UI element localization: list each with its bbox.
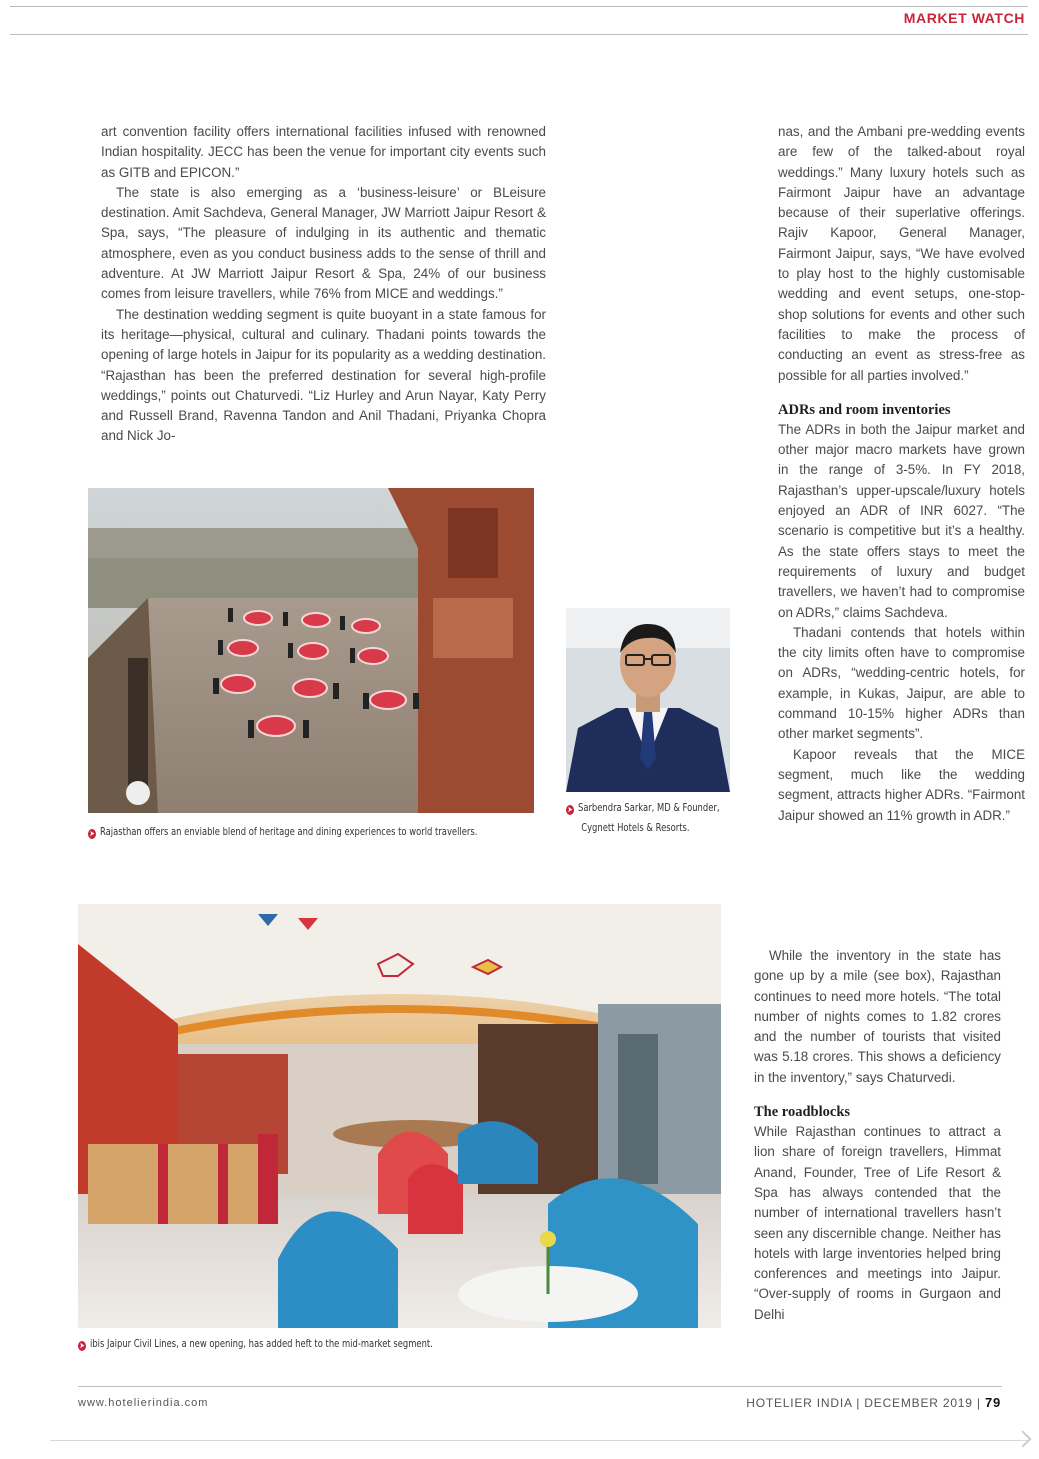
caption-line: Sarbendra Sarkar, MD & Founder, xyxy=(578,802,720,814)
right-text-column xyxy=(778,122,1025,826)
page-bottom-rule xyxy=(50,1440,1030,1441)
page-number: 79 xyxy=(984,1395,1001,1410)
subheading: The roadblocks xyxy=(754,1104,851,1121)
paragraph: The ADRs in both the Jaipur market and other major macro markets have grown in the range of 3-5%. In FY 2018, Rajasthan’s upper-upscale/luxury hotels enjoyed an ADR of INR 6027. “The scenario is competitive but it’s a healthy. As the state offers stays to meet the requirements of luxury and budget travellers, we haven’t had to compromise on ADRs,” claims Sachdeva. xyxy=(778,421,1025,620)
hotel-lobby-photo xyxy=(78,904,721,1328)
caption-line: Cygnett Hotels & Resorts. xyxy=(581,822,690,834)
left-text-column xyxy=(101,122,546,447)
lobby-photo-caption xyxy=(78,1334,526,1354)
paragraph: nas, and the Ambani pre-wedding events are few of the talked-about royal weddings.” Many luxury hotels such as Fairmont Jaipur have an advantage because of their superlative offerings. Rajiv Kapoor, General Manager, Fairmont Jaipur, says, “We have evolved to play host to the highly customisable wedding and event setups, one-stop-shop solutions for events and other such facilities to make the process of conducting an event as stress-free as possible for all parties involved.” xyxy=(778,124,1025,383)
paragraph: Thadani contends that hotels within the city limits often have to compromise on ADRs, “wedding-centric hotels, for example, in Kukas, Jaipur, are able to command 10-15% higher ADRs than other market segments”. xyxy=(778,624,1025,742)
arrow-bullet-icon: ➤ xyxy=(567,805,573,814)
bottom-right-text-column xyxy=(754,946,1001,1325)
paragraph: art convention facility offers international facilities infused with renowned Indian hospitality. JECC has been the venue for important city events such as GITB and EPICON.” xyxy=(101,124,546,180)
paragraph: The destination wedding segment is quite buoyant in a state famous for its heritage—physical, cultural and culinary. Thadani points towards the opening of large hotels in Jaipur for its popularity as a wedding destination. “Rajasthan has been the preferred destination for several high-profile weddings,” points out Chaturvedi. “Liz Hurley and Arun Nayar, Katy Perry and Russell Brand, Ravenna Tandon and Anil Thadani, Priyanka Chopra and Nick Jo- xyxy=(101,306,546,444)
footer-website: www.hotelierindia.com xyxy=(78,1397,209,1409)
page-corner-icon xyxy=(1015,1431,1032,1448)
paragraph: While Rajasthan continues to attract a lion share of foreign travellers, Himmat Anand, Founder, Tree of Life Resort & Spa has always contended that the number of international travellers hasn’t seen any discernible change. Neither has hotels with large inventories helped bring conferences and meetings into Jaipur. “Over-supply of rooms in Gurgaon and Delhi xyxy=(754,1124,1001,1322)
header-top-rule xyxy=(10,6,1028,7)
section-label: MARKET WATCH xyxy=(903,10,1025,26)
portrait-photo xyxy=(566,608,730,792)
subheading: ADRs and room inventories xyxy=(778,401,951,418)
terrace-photo-caption xyxy=(88,822,504,842)
footer-issue xyxy=(746,1395,1001,1410)
footer-rule xyxy=(78,1386,1002,1387)
caption-text: Rajasthan offers an enviable blend of heritage and dining experiences to world travellers. xyxy=(100,826,478,838)
caption-text: ibis Jaipur Civil Lines, a new opening, has added heft to the mid-market segment. xyxy=(90,1338,433,1350)
header-bottom-rule xyxy=(10,34,1028,35)
arrow-bullet-icon: ➤ xyxy=(79,1341,85,1350)
terrace-dining-photo xyxy=(88,488,534,813)
paragraph: The state is also emerging as a ‘business-leisure’ or BLeisure destination. Amit Sachdeva, General Manager, JW Marriott Jaipur Resort & Spa, says, “The pleasure of indulging in its authentic and thematic atmosphere, even as you conduct business adds to the sense of thrill and adventure. At JW Marriott Jaipur Resort & Spa, 24% of our business comes from leisure travellers, while 76% from MICE and weddings.” xyxy=(101,184,546,302)
footer-issue-text: HOTELIER INDIA | DECEMBER 2019 | xyxy=(746,1396,981,1410)
paragraph: While the inventory in the state has gone up by a mile (see box), Rajasthan continues to need more hotels. “The total number of nights comes to 1.82 crores and the number of tourists that visited was 5.18 crores. This shows a deficiency in the inventory,” says Chaturvedi. xyxy=(754,948,1001,1085)
paragraph: Kapoor reveals that the MICE segment, much like the wedding segment, attracts higher ADRs. “Fairmont Jaipur showed an 11% growth in ADR.” xyxy=(778,746,1025,823)
arrow-bullet-icon: ➤ xyxy=(89,829,95,838)
portrait-photo-caption xyxy=(566,798,734,838)
